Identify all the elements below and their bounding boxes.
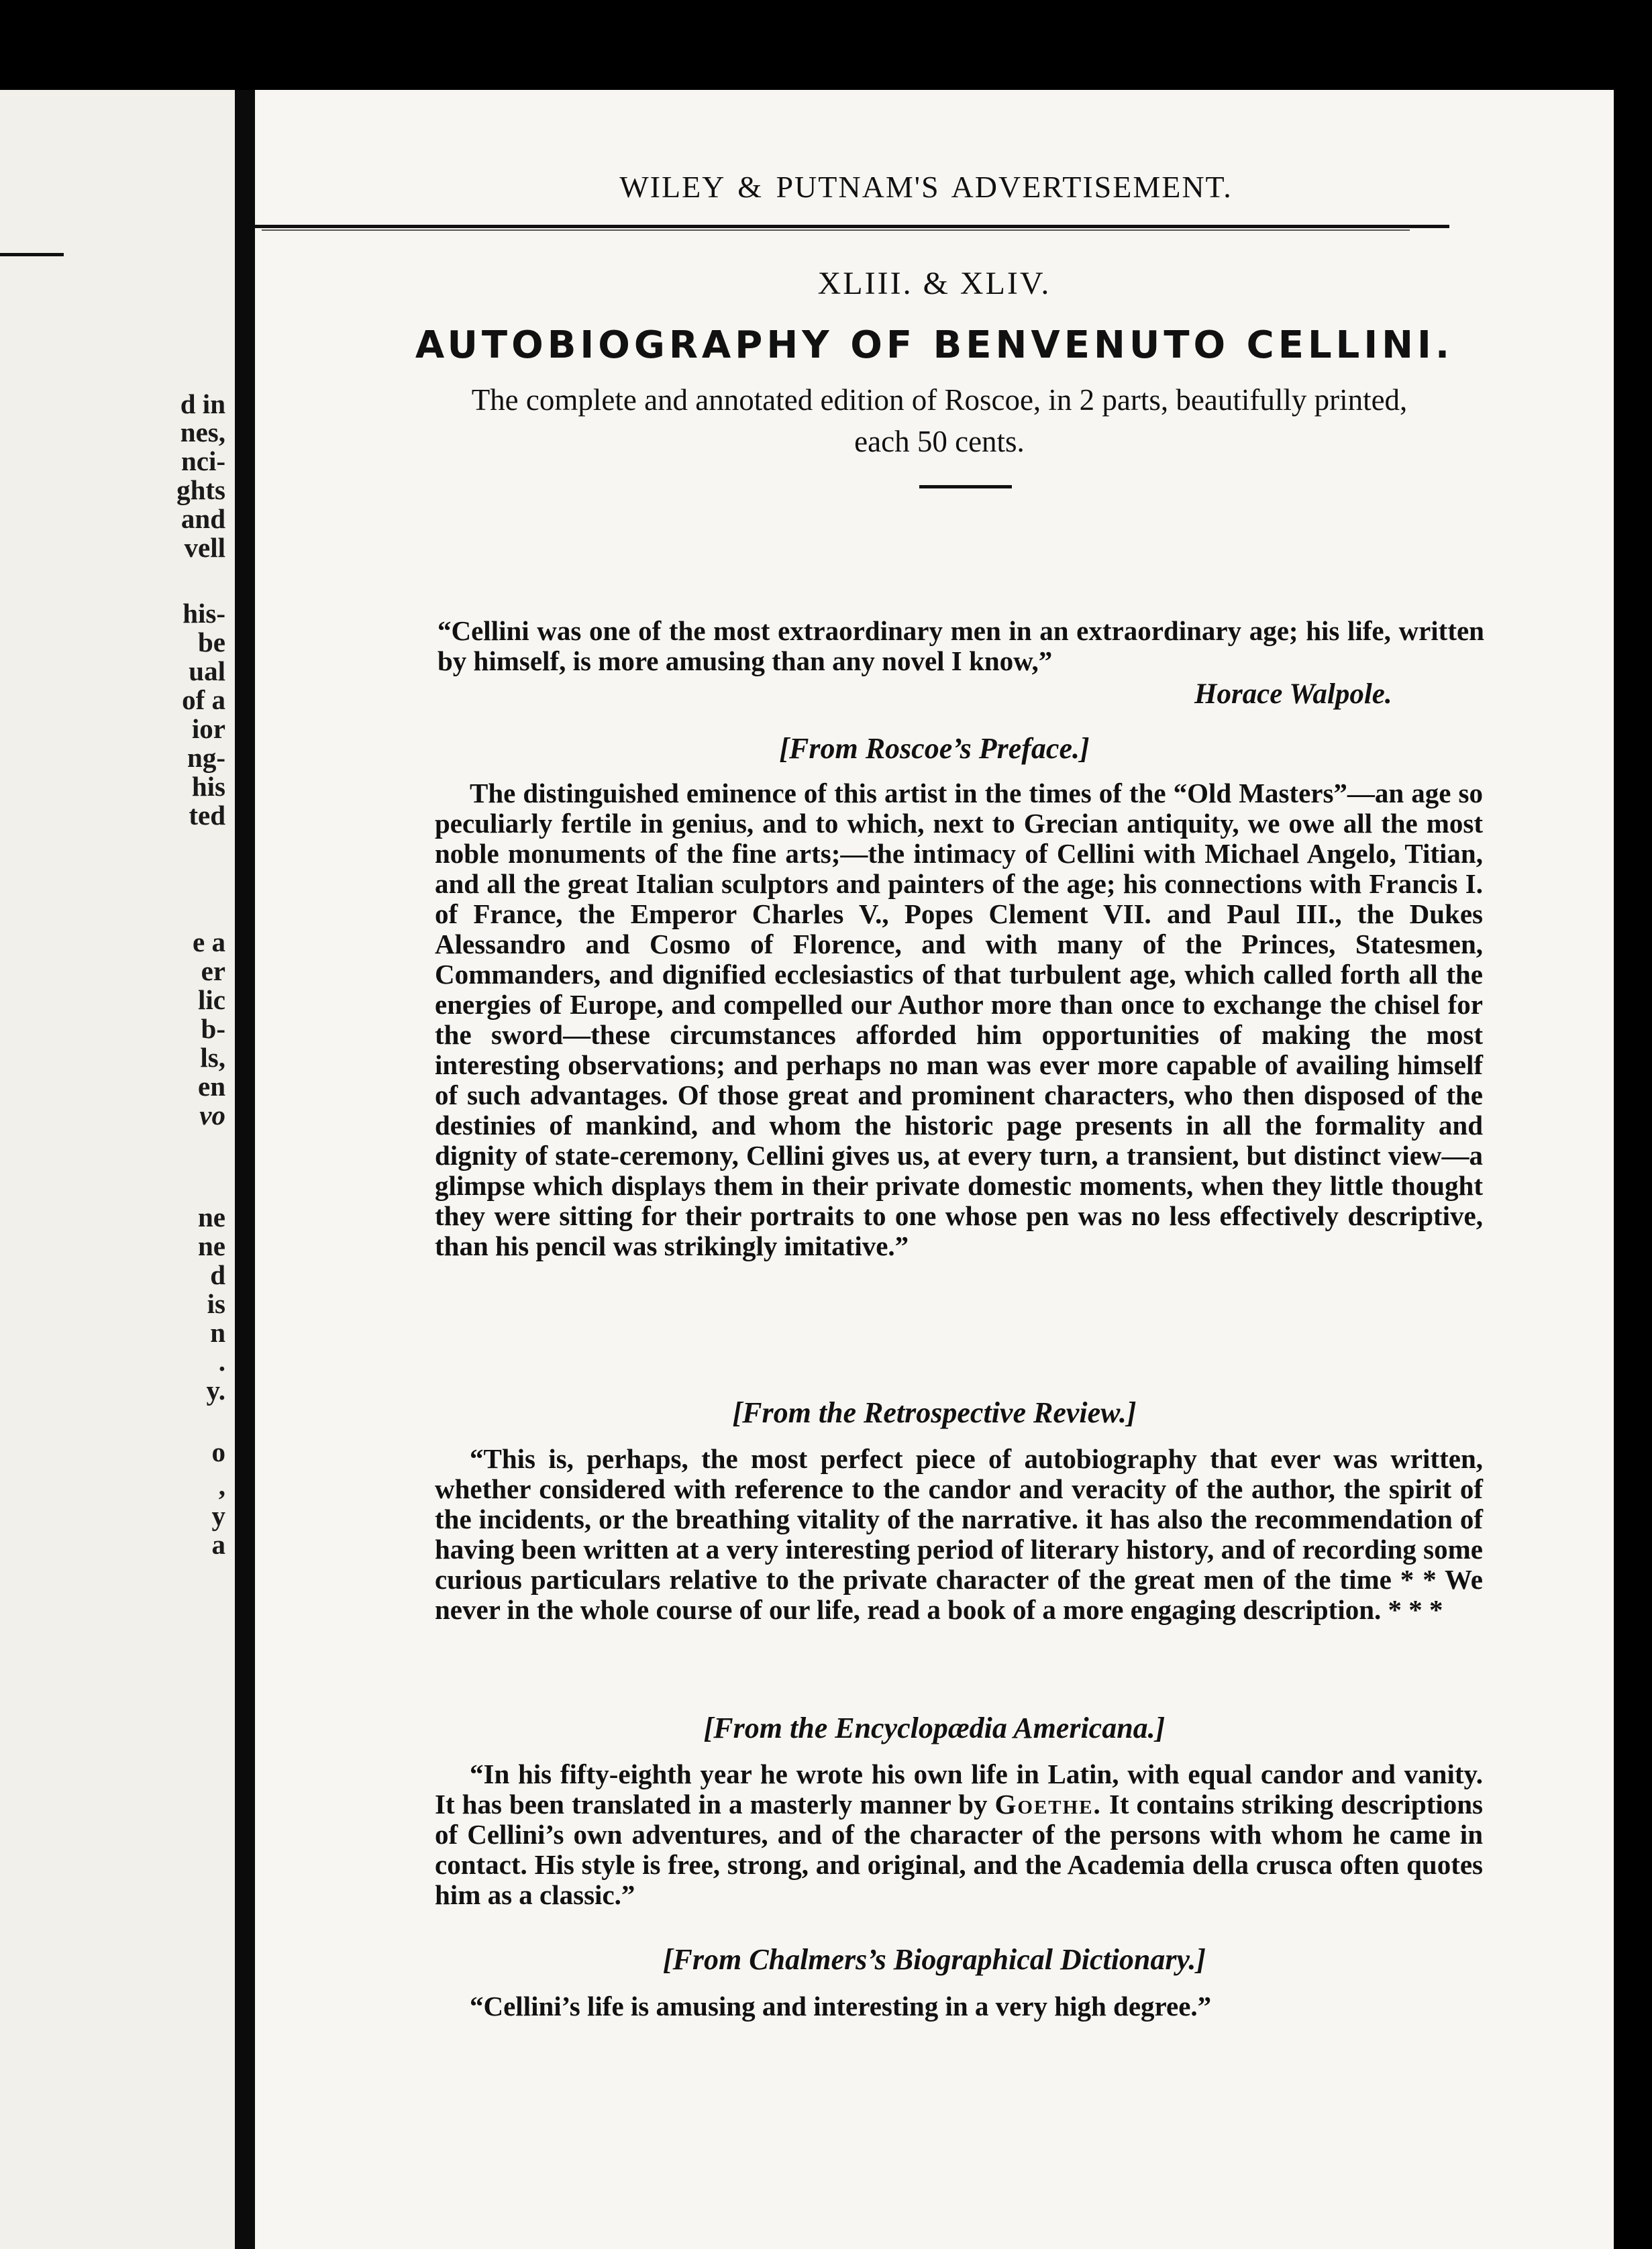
- header-double-rule: [254, 225, 1449, 231]
- roscoe-excerpt: The distinguished eminence of this artist in the times of the “Old Masters”—an age so peculiarly fertile in genius, and to which, next to Grecian antiquity, we owe all the most noble monuments of the fine arts;—the intimacy of Cellini with Michael Angelo, Titian, and all the great Italian sculptors and painters of the age; his connections with Francis I. of France, the Emperor Charles V., Popes Clement VII. and Paul III., the Dukes Alessandro and Cosmo of Florence, and with many of the Princes, Statesmen, Commanders, and dignified ecclesiastics of that turbulent age, which called forth all the energies of Europe, and compelled our Author more than once to exchange the chisel for the sword—these circumstances afforded him opportunities of making the most interesting observations; and perhaps no man was ever more capable of availing himself of such advantages. Of those great and prominent characters, who then disposed of the destinies of mankind, and whom the historic page presents in all the formality and dignity of state-ceremony, Cellini gives us, at every turn, a transient, but distinct view—a glimpse which displays them in their private domestic moments, when they little thought they were sitting for their portraits to one whose pen was no less effectively descriptive, than his pencil was strikingly imitative.”: [435, 778, 1483, 1261]
- facing-page-fragment: d in: [180, 388, 225, 419]
- facing-page-fragment: is: [207, 1288, 225, 1319]
- facing-page-fragment: be: [198, 627, 225, 658]
- book-title: AUTOBIOGRAPHY OF BENVENUTO CELLINI.: [415, 323, 1454, 367]
- facing-page-fragment: y.: [206, 1375, 225, 1406]
- facing-page-fragment: e a: [193, 927, 225, 957]
- facing-page-fragment: ghts: [176, 474, 225, 505]
- retrospective-source-heading: [From the Retrospective Review.]: [732, 1396, 1137, 1429]
- roscoe-source-heading: [From Roscoe’s Preface.]: [779, 732, 1090, 765]
- facing-page-fragment: d: [210, 1259, 225, 1290]
- americana-excerpt: [435, 1759, 1483, 1910]
- facing-page-fragment: lic: [198, 984, 225, 1015]
- facing-page-fragment: er: [201, 955, 225, 986]
- facing-page-fragment: en: [198, 1071, 225, 1102]
- facing-page-fragment: o: [211, 1436, 225, 1467]
- facing-page-fragment: ne: [198, 1202, 225, 1233]
- facing-page-fragment: nci-: [180, 446, 225, 476]
- americana-excerpt-part-1: “In his fifty-eighth year he wrote his own life in Latin, with equal candor and vanity. It has been translated in a masterly manner by: [435, 1759, 1483, 1820]
- facing-page-fragment: ual: [189, 656, 225, 686]
- facing-page-fragment: nes,: [180, 417, 225, 448]
- facing-page-fragment: b-: [201, 1013, 225, 1044]
- scan-border: [1614, 90, 1652, 2249]
- facing-page-fragment: ted: [189, 800, 225, 831]
- section-divider: [919, 485, 1012, 488]
- walpole-attribution: Horace Walpole.: [1194, 678, 1392, 710]
- chalmers-excerpt: “Cellini’s life is amusing and interesting in a very high degree.”: [470, 1991, 1212, 2022]
- facing-page-fragment: .: [218, 1346, 225, 1377]
- chalmers-source-heading: [From Chalmers’s Biographical Dictionary.]: [662, 1943, 1206, 1976]
- facing-page-fragment: and: [180, 503, 225, 534]
- facing-page-fragment: a: [211, 1529, 225, 1560]
- edition-description: The complete and annotated edition of Roscoe, in 2 parts, beautifully printed, each 50 cents.: [471, 383, 1408, 458]
- facing-page-fragment: ng-: [187, 742, 225, 773]
- walpole-quote: “Cellini was one of the most extraordinary men in an extraordinary age; his life, written by himself, is more amusing than any novel I know,”: [437, 615, 1484, 676]
- facing-page-fragment: ls,: [200, 1042, 225, 1073]
- facing-page-rule: [0, 253, 64, 256]
- book-gutter: [235, 90, 255, 2249]
- retrospective-excerpt: “This is, perhaps, the most perfect piece of autobiography that ever was written, whether considered with reference to the candor and veracity of the author, the spirit of the incidents, or the breathing vitality of the narrative. it has also the recommendation of having been written at a very interesting period of literary history, and of recording some curious particulars relative to the private character of the great men of the time * * We never in the whole course of our life, read a book of a more engaging description. * * *: [435, 1443, 1483, 1625]
- volume-numbers: XLIII. & XLIV.: [817, 266, 1051, 301]
- facing-page-fragment: vell: [184, 532, 225, 563]
- facing-page-fragment: his: [191, 771, 225, 802]
- goethe-name: Goethe.: [994, 1789, 1102, 1820]
- facing-page-fragment: ne: [198, 1231, 225, 1261]
- americana-excerpt-part-2: It contains striking descriptions of Cellini’s own adventures, and of the character of the persons with whom he came in contact. His style is free, strong, and original, and the Academia della crusca often quotes him as a classic.”: [435, 1789, 1484, 1910]
- facing-page-fragment: vo: [199, 1100, 225, 1131]
- facing-page: [0, 90, 235, 2249]
- running-head: WILEY & PUTNAM'S ADVERTISEMENT.: [619, 170, 1233, 204]
- facing-page-fragment: of a: [182, 684, 225, 715]
- facing-page-fragment: ,: [218, 1470, 225, 1501]
- facing-page-fragment: ior: [191, 713, 225, 744]
- facing-page-fragment: y: [211, 1500, 225, 1531]
- facing-page-fragment: his-: [183, 598, 225, 629]
- facing-page-fragment: n: [210, 1317, 225, 1348]
- americana-source-heading: [From the Encyclopædia Americana.]: [703, 1712, 1166, 1744]
